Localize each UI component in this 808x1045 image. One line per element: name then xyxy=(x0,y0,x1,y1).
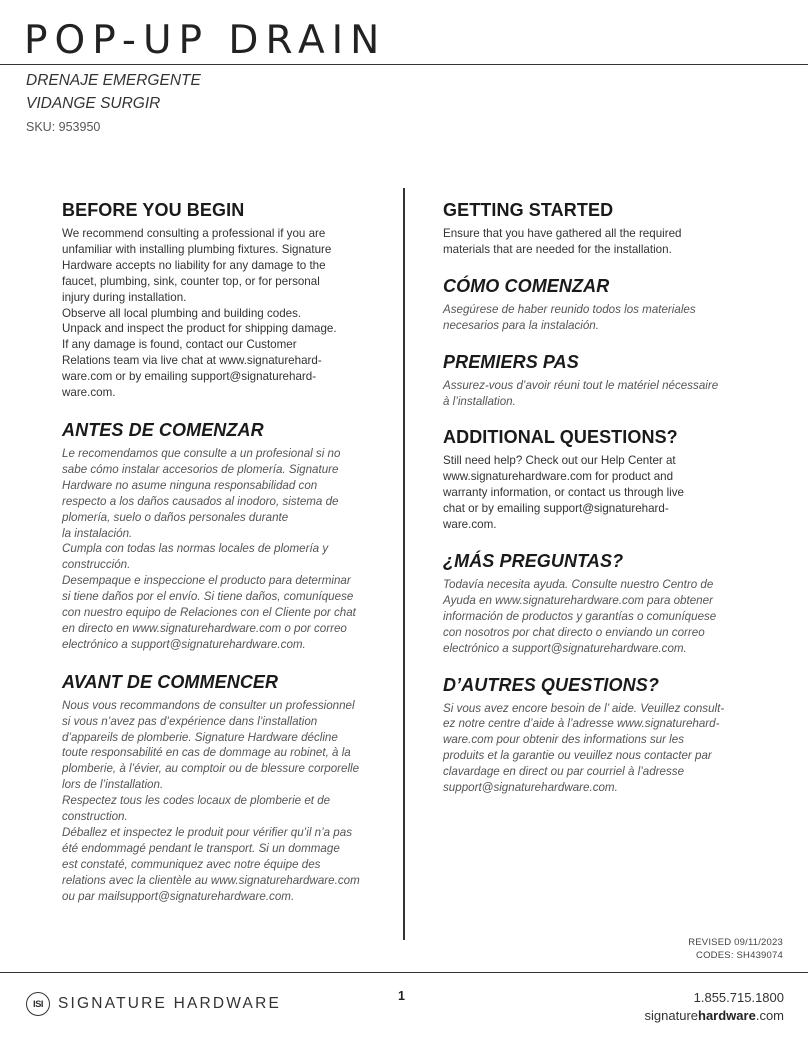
document-title: POP-UP DRAIN xyxy=(24,18,387,63)
brand-name: SIGNATURE HARDWARE xyxy=(58,995,282,1012)
footer-divider xyxy=(0,972,808,973)
website-bold: hardware xyxy=(698,1008,756,1023)
section-como-comenzar xyxy=(443,275,749,334)
text-additional-questions: Still need help? Check out our Help Center at www.signaturehardware.com for product and warranty information, or contact us through live chat or by emailing support@signaturehard- ware.com. xyxy=(443,454,685,532)
section-avant-de-commencer xyxy=(62,671,368,905)
text-before-you-begin: We recommend consulting a professional if you are unfamiliar with installing plumbing fixtures. Signature Hardware accepts no liability for any damage to the faucet, plumbing, sink, counter top, or for personal injury during installation. Observe all local plumbing and building codes. Unpack and inspect the product for shipping damage. If any damage is found, contact our Customer Relations team via live chat at www.signaturehard- ware.com or by emailing support@signaturehard- ware.com. xyxy=(62,227,337,400)
website-suffix: .com xyxy=(755,1008,784,1023)
text-premiers-pas: Assurez-vous d’avoir réuni tout le matériel nécessaire à l’installation. xyxy=(443,378,719,408)
text-getting-started: Ensure that you have gathered all the required materials that are needed for the installation. xyxy=(443,227,682,256)
heading-como-comenzar: CÓMO COMENZAR xyxy=(443,275,610,296)
footer-brand xyxy=(26,992,281,1016)
heading-before-you-begin: BEFORE YOU BEGIN xyxy=(62,200,245,220)
section-before-you-begin xyxy=(62,199,368,401)
subtitle-spanish: DRENAJE EMERGENTE xyxy=(26,72,201,89)
page-number: 1 xyxy=(398,989,405,1003)
left-column xyxy=(62,199,368,923)
phone-number: 1.855.715.1800 xyxy=(693,990,784,1005)
heading-premiers-pas: PREMIERS PAS xyxy=(443,351,579,372)
sku-label: SKU: 953950 xyxy=(26,120,101,134)
heading-getting-started: GETTING STARTED xyxy=(443,200,614,220)
title-divider xyxy=(0,64,808,65)
text-mas-preguntas: Todavía necesita ayuda. Consulte nuestro Centro de Ayuda en www.signaturehardware.com para obtener información de productos y garantías o comuníquese con nosotros por chat directo o enviando un correo electrónico a support@signaturehardware.com. xyxy=(443,577,717,655)
text-autres-questions: Si vous avez encore besoin de l’ aide. Veuillez consult- ez notre centre d’aide à l’adresse www.signaturehard- ware.com pour obtenir des informations sur les produits et la garantie ou veuillez nous contacter par clavardage en direct ou par courriel à l’adresse support@signaturehardware.com. xyxy=(443,701,725,795)
column-divider xyxy=(403,188,405,940)
right-column xyxy=(443,199,749,813)
heading-mas-preguntas: ¿MÁS PREGUNTAS? xyxy=(443,550,624,571)
heading-autres-questions: D’AUTRES QUESTIONS? xyxy=(443,674,659,695)
website xyxy=(645,1007,784,1025)
section-premiers-pas xyxy=(443,351,749,410)
text-avant-de-commencer: Nous vous recommandons de consulter un professionnel si vous n’avez pas d’expérience dans l’installation d’appareils de plomberie. Signature Hardware décline toute responsabilité en cas de dommage au robinet, à la plomberie, à l’évier, au comptoir ou de blessure corporelle lors de l’installation. Respectez tous les codes locaux de plomberie et de construction. Déballez et inspectez le produit pour vérifier qu’il n’a pas été endommagé pendant le transport. Si un dommage est constaté, communiquez avec notre équipe des relations avec la clientèle au www.signaturehardware.com ou par mailsupport@signaturehardware.com. xyxy=(62,698,360,903)
heading-additional-questions: ADDITIONAL QUESTIONS? xyxy=(443,427,678,448)
website-prefix: signature xyxy=(644,1008,699,1023)
section-getting-started xyxy=(443,199,749,258)
footer-contact xyxy=(645,989,784,1025)
text-como-comenzar: Asegúrese de haber reunido todos los materiales necesarios para la instalación. xyxy=(443,302,696,332)
text-antes-de-comenzar: Le recomendamos que consulte a un profesional si no sabe cómo instalar accesorios de plomería. Signature Hardware no asume ninguna responsabilidad con respecto a los daños causados al inodoro, sistema de plomería, suelo o daños personales durante la instalación. Cumpla con todas las normas locales de plomería y construcción. Desempaque e inspeccione el producto para determinar si tiene daños por el envío. Si tiene daños, comuníquese con nuestro equipo de Relaciones con el Cliente por chat en directo en www.signaturehardware.com o por correo electrónico a support@signaturehardware.com. xyxy=(62,446,356,651)
heading-avant-de-commencer: AVANT DE COMMENCER xyxy=(62,671,279,692)
revision-codes: CODES: SH439074 xyxy=(696,950,783,961)
section-mas-preguntas xyxy=(443,550,749,657)
revised-date: REVISED 09/11/2023 xyxy=(688,937,783,948)
section-autres-questions xyxy=(443,674,749,796)
signature-hardware-logo-icon: ISI xyxy=(26,992,50,1016)
section-additional-questions xyxy=(443,426,749,533)
heading-antes-de-comenzar: ANTES DE COMENZAR xyxy=(62,419,264,440)
revision-info xyxy=(688,936,783,962)
section-antes-de-comenzar xyxy=(62,419,368,653)
subtitle-french: VIDANGE SURGIR xyxy=(26,95,161,112)
